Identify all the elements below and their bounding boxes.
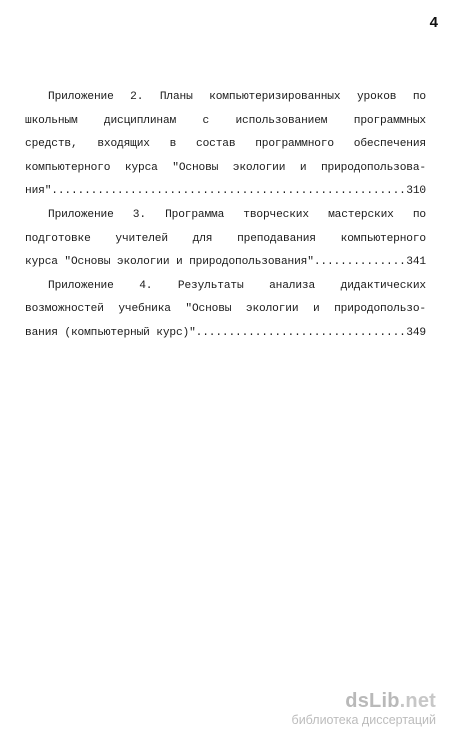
toc-entry-appendix-3	[25, 204, 426, 275]
toc-word: 2.	[130, 91, 144, 103]
toc-word: уроков	[356, 91, 397, 103]
toc-line	[25, 228, 426, 252]
logo-tld-text: .net	[399, 690, 436, 712]
toc-word: Приложение	[48, 208, 114, 221]
toc-page-number: 349	[406, 326, 426, 339]
toc-word: программных	[353, 114, 426, 127]
toc-word: учебника	[118, 303, 171, 316]
dot-leader	[51, 180, 406, 204]
toc-word: Приложение	[48, 279, 114, 292]
toc-word: и	[312, 303, 320, 316]
dslib-watermark	[292, 690, 436, 728]
toc-word: обеспечения	[353, 138, 426, 151]
toc-word: природопользо-	[334, 303, 426, 316]
toc-leader-line	[25, 180, 426, 204]
toc-word: творческих	[243, 208, 309, 221]
toc-line	[25, 298, 426, 322]
toc-page-number: 310	[406, 185, 426, 198]
page-number: 4	[429, 14, 438, 31]
table-of-contents	[25, 86, 426, 346]
toc-word: для	[192, 232, 213, 245]
watermark-subtitle: библиотека диссертаций	[291, 713, 436, 727]
toc-word: программного	[255, 138, 334, 151]
toc-word: использованием	[235, 114, 328, 127]
toc-word: курса	[124, 161, 158, 174]
toc-entry-appendix-2	[25, 86, 426, 204]
toc-entry-appendix-4	[25, 275, 426, 346]
toc-word: школьным	[25, 114, 78, 127]
toc-word: компьютерного	[25, 161, 111, 174]
toc-leader-line	[25, 322, 426, 346]
toc-word: в	[169, 138, 177, 151]
toc-word: экологии	[245, 303, 299, 316]
toc-line	[25, 133, 426, 157]
toc-word: подготовке	[25, 232, 91, 245]
toc-line	[25, 204, 426, 228]
toc-word: "Основы	[185, 303, 232, 316]
toc-line	[25, 110, 426, 134]
toc-line	[25, 86, 426, 110]
toc-word: и	[299, 161, 307, 174]
toc-word: учителей	[115, 232, 168, 245]
toc-word: анализа	[269, 279, 316, 292]
dot-leader	[196, 322, 407, 346]
toc-word: компьютерного	[340, 232, 426, 245]
toc-word: средств,	[25, 138, 78, 151]
toc-page-number: 341	[406, 256, 426, 269]
toc-word: преподавания	[237, 232, 316, 245]
toc-word: дидактических	[340, 279, 426, 292]
dot-leader	[314, 251, 406, 275]
toc-line-end: курса "Основы экологии и природопользования"	[25, 256, 314, 269]
dslib-logo	[292, 690, 436, 712]
toc-word: Планы	[159, 91, 193, 103]
toc-word: дисциплинам	[103, 114, 177, 127]
toc-leader-line	[25, 251, 426, 275]
toc-line	[25, 275, 426, 299]
toc-word: Результаты	[177, 279, 244, 292]
toc-word: с	[202, 114, 210, 127]
toc-line	[25, 157, 426, 181]
toc-word: по	[412, 91, 426, 103]
logo-main-text: dsLib	[345, 690, 400, 712]
toc-word: мастерских	[328, 208, 394, 221]
toc-word: состав	[196, 138, 236, 151]
toc-word: компьютеризированных	[209, 91, 341, 103]
toc-line-end: ния"	[25, 185, 52, 198]
toc-word: 3.	[132, 208, 146, 221]
toc-word: 4.	[139, 279, 153, 292]
toc-word: экологии	[232, 161, 286, 174]
toc-word: Приложение	[48, 91, 114, 103]
toc-word: входящих	[97, 138, 150, 151]
toc-word: природопользова-	[320, 161, 426, 174]
toc-word: по	[412, 208, 426, 221]
toc-word: возможностей	[25, 303, 104, 316]
toc-word: Программа	[165, 208, 225, 221]
toc-line-end: вания (компьютерный курс)"	[25, 326, 196, 339]
toc-word: "Основы	[172, 161, 219, 174]
scan-artifact-mark	[232, 0, 294, 4]
